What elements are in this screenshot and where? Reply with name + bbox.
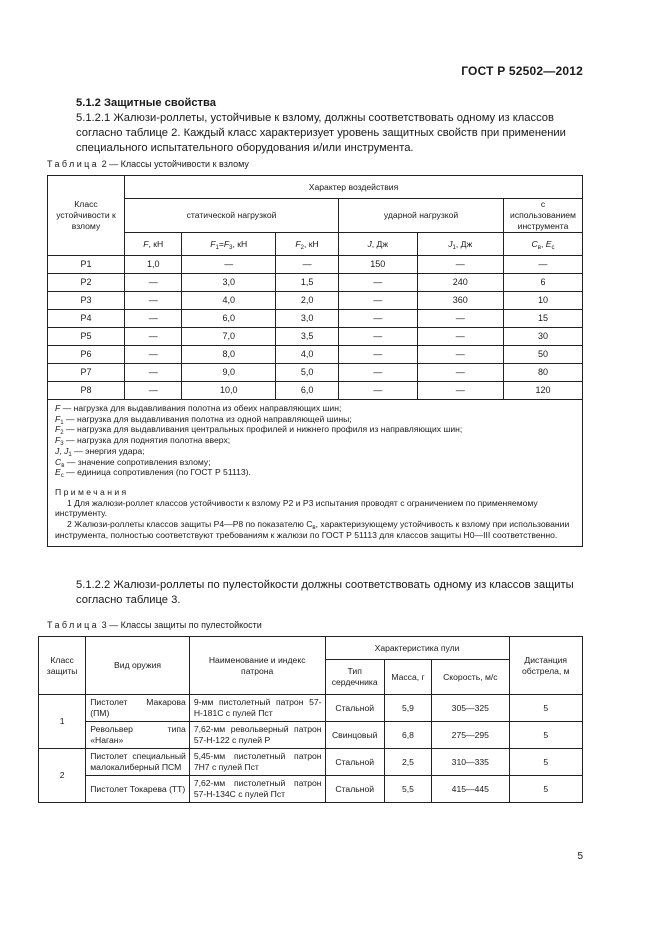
- table2-caption: Таблица 2 — Классы устойчивости к взлому: [47, 159, 249, 169]
- legend-j: J, $J_1$ — энергия удара;: [55, 445, 145, 458]
- notes-title: Примечания: [55, 486, 129, 497]
- cartridge-cell: 7,62-мм пистолетный патрон 57-Н-134С с пулей Пст: [189, 776, 325, 803]
- core-cell: Свинцовый: [325, 722, 384, 749]
- value-cell: 2,0: [276, 292, 339, 310]
- value-cell: —: [339, 292, 417, 310]
- core-cell: Стальной: [325, 749, 384, 776]
- value-cell: 3,0: [182, 274, 276, 292]
- value-cell: 3,5: [276, 328, 339, 346]
- value-cell: —: [339, 310, 417, 328]
- t3-header-core: Тип сердечника: [325, 660, 384, 695]
- table-row: [48, 274, 583, 292]
- value-cell: 8,0: [182, 346, 276, 364]
- t3-header-class: Класс защиты: [39, 637, 86, 695]
- header-tool: с использованием инструмента: [504, 199, 583, 233]
- value-cell: —: [125, 382, 182, 400]
- table3-caption: Таблица 3 — Классы защиты по пулестойкости: [47, 620, 262, 630]
- col-cv-ec: $С_в$, $Е_с$: [504, 233, 583, 256]
- t3-header-speed: Скорость, м/с: [432, 660, 509, 695]
- core-cell: Стальной: [325, 695, 384, 722]
- weapon-cell: Пистолет Макарова (ПМ): [86, 695, 190, 722]
- value-cell: 30: [504, 328, 583, 346]
- table-row: [48, 364, 583, 382]
- value-cell: 50: [504, 346, 583, 364]
- header-impact: ударной нагрузкой: [339, 199, 504, 233]
- t3-header-bullet: Характеристика пули: [325, 637, 509, 660]
- table2-notes: [48, 400, 583, 547]
- value-cell: —: [182, 256, 276, 274]
- value-cell: 7,0: [182, 328, 276, 346]
- col-f1-f3: $F_1=F_3$, кН: [182, 233, 276, 256]
- weapon-cell: Револьвер типа «Наган»: [86, 722, 190, 749]
- header-static: статической нагрузкой: [125, 199, 339, 233]
- paragraph-5-1-2-1: 5.1.2.1 Жалюзи-роллеты, устойчивые к взлому, должны соответствовать одному из классов согласно таблице 2. Каждый класс характеризует уровень защитных свойств при применении специального испытательного оборудования и/или инструмента.: [76, 112, 566, 154]
- legend-f: F — нагрузка для выдавливания полотна из обеих направляющих шин;: [55, 403, 342, 413]
- value-cell: 80: [504, 364, 583, 382]
- value-cell: 10,0: [182, 382, 276, 400]
- value-cell: —: [276, 256, 339, 274]
- t3-header-mass: Масса, г: [384, 660, 431, 695]
- class-cell: Р2: [48, 274, 125, 292]
- speed-cell: 415—445: [432, 776, 509, 803]
- table-row: [48, 256, 583, 274]
- value-cell: —: [417, 310, 504, 328]
- legend-f1: $F_1$ — нагрузка для выдавливания полотна из одной направляющей шины;: [55, 413, 352, 426]
- bullet-resistance-table: [38, 636, 583, 803]
- value-cell: 6,0: [276, 382, 339, 400]
- value-cell: 4,0: [276, 346, 339, 364]
- value-cell: —: [125, 364, 182, 382]
- value-cell: 1,5: [276, 274, 339, 292]
- col-f: F, кН: [125, 233, 182, 256]
- class-cell: Р5: [48, 328, 125, 346]
- value-cell: 15: [504, 310, 583, 328]
- class-cell: Р7: [48, 364, 125, 382]
- note-2: 2 Жалюзи-роллеты классов защиты Р4—Р8 по показателю $С_в$, характеризующему устойчивость к взлому при использовании инструмента, полностью соответствуют требованиям к жалюзи по ГОСТ Р 51113 для классов защиты Н0—III соответственно.: [55, 519, 570, 540]
- table-row: [39, 695, 583, 722]
- mass-cell: 6,8: [384, 722, 431, 749]
- legend-f3: $F_3$ — нагрузка для поднятия полотна вверх;: [55, 435, 231, 448]
- table-row: [48, 346, 583, 364]
- t3-header-distance: Дистанция обстрела, м: [509, 637, 582, 695]
- class-cell: Р6: [48, 346, 125, 364]
- value-cell: —: [417, 328, 504, 346]
- speed-cell: 310—335: [432, 749, 509, 776]
- weapon-cell: Пистолет специальный малокалиберный ПСМ: [86, 749, 190, 776]
- value-cell: 150: [339, 256, 417, 274]
- value-cell: 6,0: [182, 310, 276, 328]
- weapon-cell: Пистолет Токарева (ТТ): [86, 776, 190, 803]
- table-row: [39, 749, 583, 776]
- mass-cell: 2,5: [384, 749, 431, 776]
- value-cell: 4,0: [182, 292, 276, 310]
- value-cell: —: [504, 256, 583, 274]
- legend-f2: $F_2$ — нагрузка для выдавливания центральных профилей и нижнего профиля из направляющих шин;: [55, 424, 463, 437]
- value-cell: 1,0: [125, 256, 182, 274]
- section-heading: 5.1.2 Защитные свойства: [76, 97, 216, 109]
- header-class: Класс устойчивости к взлому: [48, 176, 125, 256]
- value-cell: —: [125, 274, 182, 292]
- class-cell: Р3: [48, 292, 125, 310]
- document-header: ГОСТ Р 52502—2012: [461, 64, 583, 78]
- col-f2: $F_2$, кН: [276, 233, 339, 256]
- class-cell: Р8: [48, 382, 125, 400]
- value-cell: —: [339, 346, 417, 364]
- table-row: [48, 292, 583, 310]
- mass-cell: 5,9: [384, 695, 431, 722]
- value-cell: —: [339, 364, 417, 382]
- speed-cell: 305—325: [432, 695, 509, 722]
- core-cell: Стальной: [325, 776, 384, 803]
- value-cell: —: [417, 346, 504, 364]
- value-cell: —: [125, 310, 182, 328]
- distance-cell: 5: [509, 695, 582, 722]
- burglary-resistance-table: [47, 175, 583, 547]
- distance-cell: 5: [509, 749, 582, 776]
- value-cell: —: [417, 364, 504, 382]
- t3-header-cartridge: Наименование и индекс патрона: [189, 637, 325, 695]
- value-cell: —: [339, 328, 417, 346]
- value-cell: 240: [417, 274, 504, 292]
- value-cell: —: [125, 346, 182, 364]
- value-cell: —: [339, 382, 417, 400]
- value-cell: —: [125, 292, 182, 310]
- class-cell: Р4: [48, 310, 125, 328]
- value-cell: —: [339, 274, 417, 292]
- page-number: 5: [577, 851, 583, 862]
- speed-cell: 275—295: [432, 722, 509, 749]
- value-cell: —: [125, 328, 182, 346]
- note-1: 1 Для жалюзи-роллет классов устойчивости к взлому Р2 и Р3 испытания проводят с ограничением по применяемому инструменту.: [55, 497, 538, 519]
- value-cell: 5,0: [276, 364, 339, 382]
- value-cell: 360: [417, 292, 504, 310]
- value-cell: —: [417, 256, 504, 274]
- class-cell: Р1: [48, 256, 125, 274]
- distance-cell: 5: [509, 776, 582, 803]
- table-row: [48, 310, 583, 328]
- paragraph-5-1-2-2: 5.1.2.2 Жалюзи-роллеты по пулестойкости должны соответствовать одному из классов защиты согласно таблице 3.: [76, 579, 574, 606]
- col-j1: $J_1$, Дж: [417, 233, 504, 256]
- cartridge-cell: 9-мм пистолетный патрон 57-Н-181С с пулей Пст: [189, 695, 325, 722]
- value-cell: 6: [504, 274, 583, 292]
- legend-ec: $Е_с$ — единица сопротивления (по ГОСТ Р 51113).: [55, 467, 251, 480]
- legend-cv: $С_в$ — значение сопротивления взлому;: [55, 456, 211, 469]
- t3-header-weapon: Вид оружия: [86, 637, 190, 695]
- cartridge-cell: 5,45-мм пистолетный патрон 7Н7 с пулей Пст: [189, 749, 325, 776]
- header-impact-character: Характер воздействия: [125, 176, 583, 199]
- value-cell: 9,0: [182, 364, 276, 382]
- value-cell: 10: [504, 292, 583, 310]
- table-row: [48, 328, 583, 346]
- class-cell: 2: [39, 749, 86, 803]
- cartridge-cell: 7,62-мм револьверный патрон 57-Н-122 с пулей Р: [189, 722, 325, 749]
- table-row: [39, 776, 583, 803]
- value-cell: 120: [504, 382, 583, 400]
- table-row: [39, 722, 583, 749]
- mass-cell: 5,5: [384, 776, 431, 803]
- col-j: J, Дж: [339, 233, 417, 256]
- value-cell: —: [417, 382, 504, 400]
- table-row: [48, 382, 583, 400]
- value-cell: 3,0: [276, 310, 339, 328]
- distance-cell: 5: [509, 722, 582, 749]
- class-cell: 1: [39, 695, 86, 749]
